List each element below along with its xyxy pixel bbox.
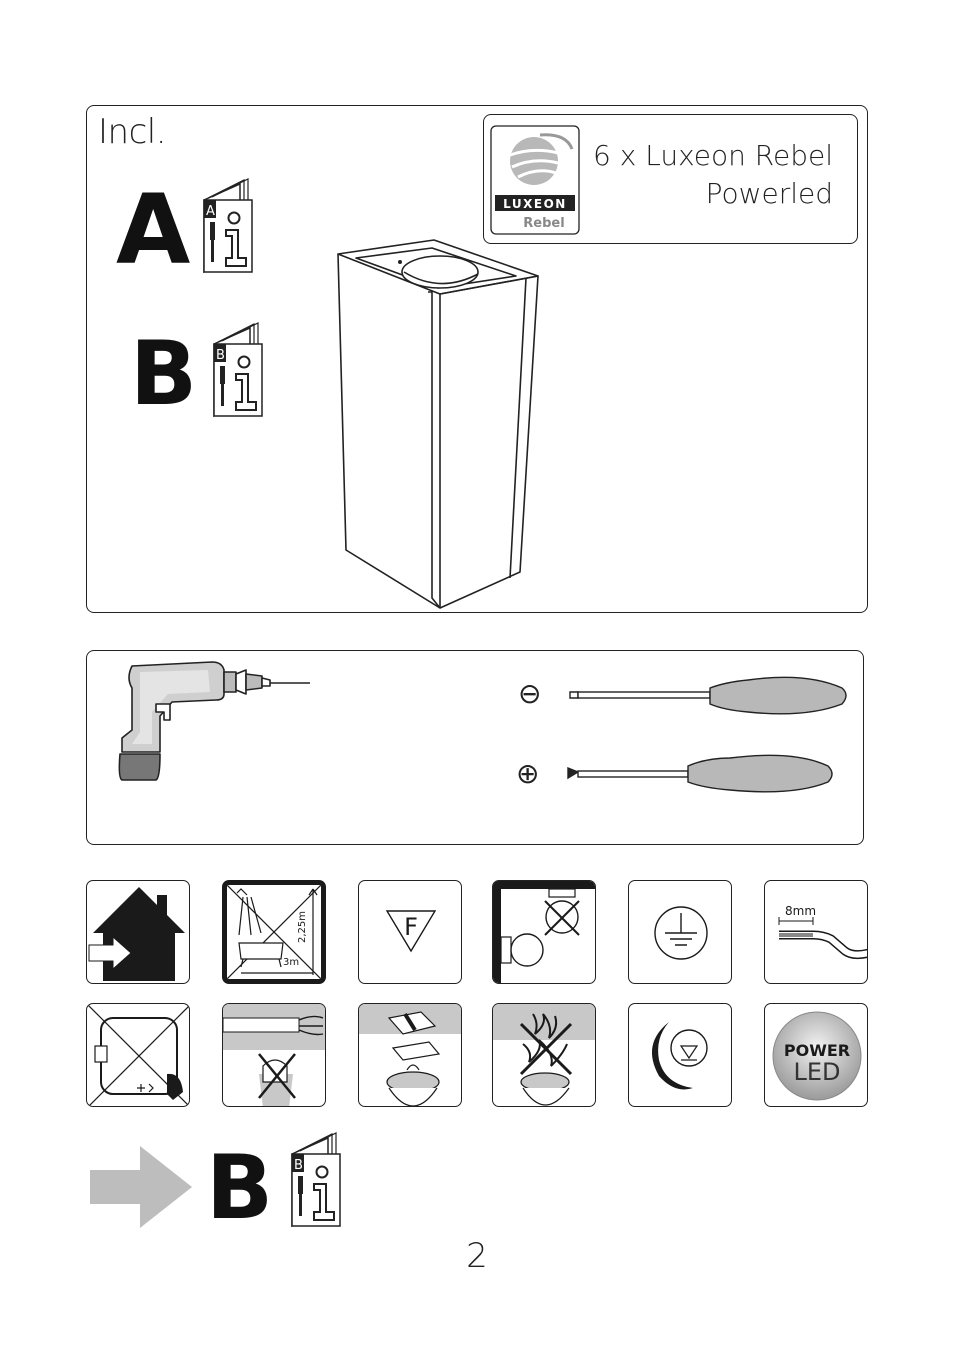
wire-strip-tile bbox=[764, 880, 868, 984]
wall-lamp-product-drawing bbox=[330, 232, 550, 612]
cross-screwdriver-icon bbox=[564, 752, 836, 796]
included-label: Incl. bbox=[98, 112, 167, 152]
cable-connection-tile bbox=[222, 1003, 326, 1107]
indoor-use-tile bbox=[86, 880, 190, 984]
luxeon-description bbox=[593, 137, 833, 213]
flat-screwdriver-icon bbox=[566, 674, 848, 718]
power-led-tile bbox=[764, 1003, 868, 1107]
no-flammable-surface-icon bbox=[493, 1004, 596, 1107]
cable-connection-icon bbox=[223, 1004, 326, 1107]
cross-screwdriver-symbol: ⊕ bbox=[516, 757, 540, 790]
bathroom-zone-icon bbox=[227, 885, 321, 979]
booklet-a-letter: A bbox=[116, 174, 191, 286]
dimmable-tile bbox=[628, 1003, 732, 1107]
dimmer-moon-icon bbox=[629, 1004, 732, 1107]
info-booklet-next-icon bbox=[288, 1132, 344, 1228]
next-booklet-letter: B bbox=[206, 1136, 274, 1239]
no-extra-earth-tile bbox=[86, 1003, 190, 1107]
power-led-badge-icon bbox=[765, 1004, 868, 1107]
earth-ground-icon bbox=[629, 881, 732, 984]
earth-protection-tile bbox=[628, 880, 732, 984]
wall-mount-only-icon bbox=[493, 881, 596, 984]
flat-screwdriver-symbol: ⊖ bbox=[518, 677, 542, 710]
drill-tool-icon bbox=[112, 658, 318, 784]
recessed-mount-icon bbox=[359, 1004, 462, 1107]
next-booklet-tab: B bbox=[294, 1158, 303, 1173]
f-mark-label: F bbox=[404, 913, 418, 941]
bathroom-width-label: 3m bbox=[283, 957, 300, 968]
luxeon-line-1: 6 x Luxeon Rebel bbox=[593, 139, 833, 172]
bathroom-zone-tile bbox=[222, 880, 326, 984]
info-booklet-a-icon bbox=[200, 178, 256, 274]
f-mark-triangle-icon bbox=[359, 881, 462, 984]
class-two-crossed-icon bbox=[87, 1004, 190, 1107]
page-number: 2 bbox=[466, 1236, 488, 1276]
luxeon-line-2: Powerled bbox=[705, 177, 833, 210]
strip-length-label: 8mm bbox=[785, 904, 817, 918]
power-led-bottom-label: LED bbox=[793, 1058, 841, 1086]
indoor-house-icon bbox=[87, 881, 190, 984]
no-flammable-tile bbox=[492, 1003, 596, 1107]
next-step-arrow-icon bbox=[88, 1144, 194, 1230]
luxeon-logo-word: LUXEON bbox=[503, 197, 567, 211]
luxeon-info-box bbox=[483, 114, 858, 244]
wall-mount-only-tile bbox=[492, 880, 596, 984]
bathroom-height-label: 2,25m bbox=[297, 910, 308, 943]
info-booklet-b-icon bbox=[210, 322, 266, 418]
recessed-mount-tile bbox=[358, 1003, 462, 1107]
luxeon-rebel-logo bbox=[490, 125, 580, 235]
booklet-a-tab: A bbox=[206, 204, 215, 219]
wire-strip-icon bbox=[765, 881, 868, 984]
booklet-b-tab: B bbox=[216, 348, 225, 363]
power-led-top-label: POWER bbox=[783, 1041, 851, 1060]
booklet-b-letter: B bbox=[130, 322, 198, 425]
f-mark-tile bbox=[358, 880, 462, 984]
luxeon-logo-sub: Rebel bbox=[523, 216, 565, 231]
